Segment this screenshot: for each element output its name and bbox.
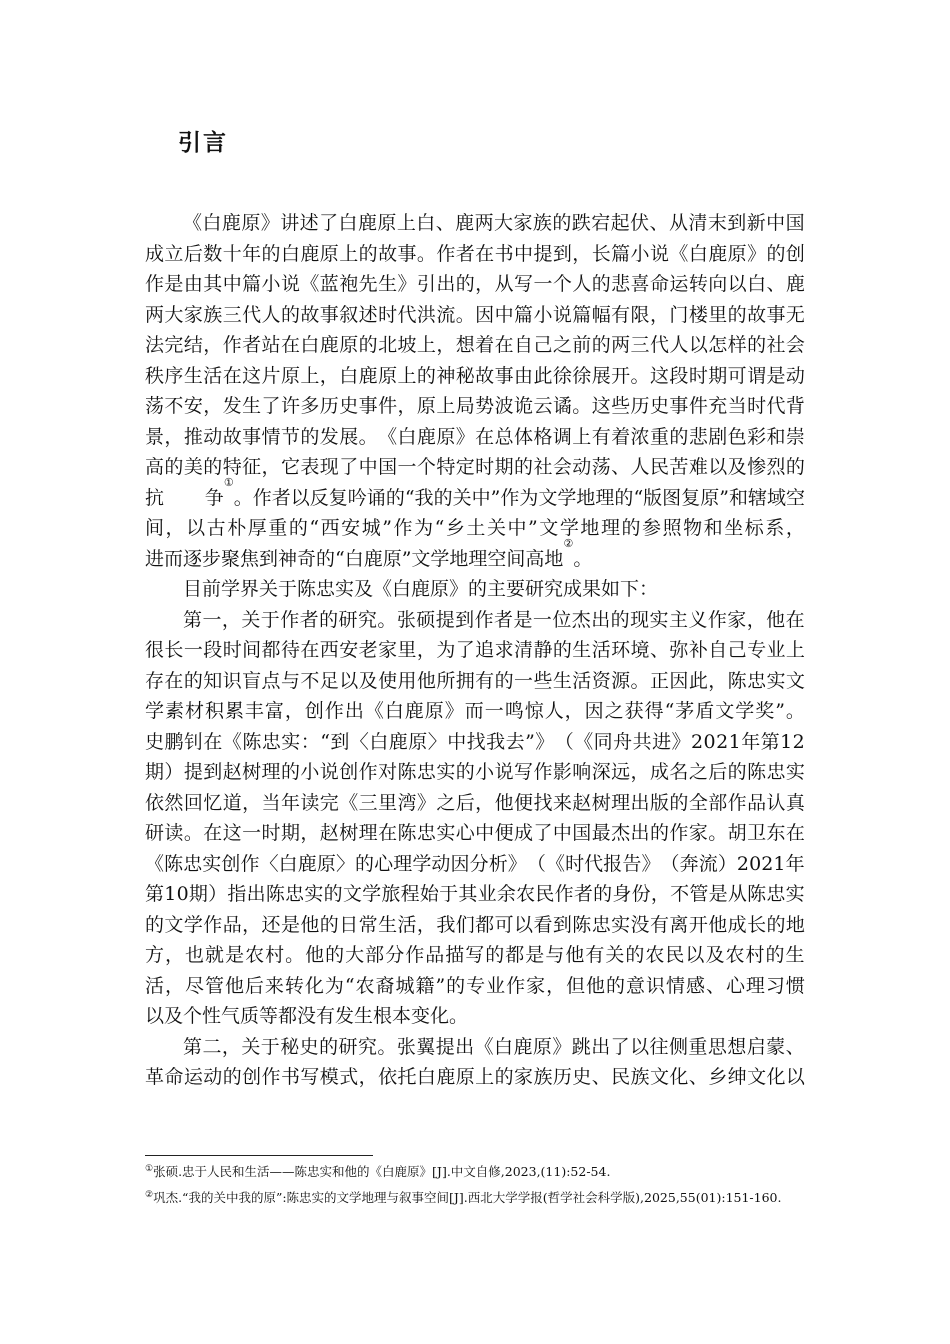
text-line [145, 513, 805, 544]
footnote-separator [145, 1155, 373, 1156]
text-line [145, 940, 805, 971]
text-run: 进而逐步聚焦到神奇的“白鹿原”文学地理空间高地 [145, 547, 564, 570]
text-run: 的 文 学 作 品 ， 还 是 他 的 日 常 生 活 ， 我 们 都 可 以 看 到 陈 忠 实 没 有 离 开 他 成 长 的 地 [145, 913, 805, 936]
text-run: 抗 争 [145, 486, 224, 509]
text-run: 依 然 回 忆 道 ， 当 年 读 完 《 三 里 湾 》 之 后 ， 他 便 找 来 赵 树 理 出 版 的 全 部 作 品 认 真 [145, 791, 805, 814]
text-run: 《 陈 忠 实 创 作 〈 白 鹿 原 〉 的 心 理 学 动 因 分 析 》 （ 《 时 代 报 告 》 （ 奔 流 ） 2 0 2 1 年 [145, 852, 805, 875]
text-run: 第 二 ， 关 于 秘 史 的 研 究 。 张 翼 提 出 《 白 鹿 原 》 跳 出 了 以 往 侧 重 思 想 启 蒙 、 [183, 1035, 805, 1058]
text-run: 很 长 一 段 时 间 都 待 在 西 安 老 家 里 ， 为 了 追 求 清 静 的 生 活 环 境 、 弥 补 自 己 专 业 上 [145, 639, 805, 661]
text-run: 第 一 ， 关 于 作 者 的 研 究 。 张 硕 提 到 作 者 是 一 位 杰 出 的 现 实 主 义 作 家 ， 他 在 [183, 608, 805, 631]
text-line [145, 879, 805, 910]
text-run: 期 ） 提 到 赵 树 理 的 小 说 创 作 对 陈 忠 实 的 小 说 写 作 影 响 深 远 ， 成 名 之 后 的 陈 忠 实 [145, 761, 805, 783]
text-line [145, 239, 805, 270]
text-run: 方 ， 也 就 是 农 村 。 他 的 大 部 分 作 品 描 写 的 都 是 与 他 有 关 的 农 民 以 及 农 村 的 生 [145, 944, 805, 966]
text-line [145, 330, 805, 361]
text-line [145, 269, 805, 300]
text-line [145, 696, 805, 727]
text-run: 目前学界关于陈忠实及《白鹿原》的主要研究成果如下： [183, 578, 659, 600]
text-run: 存 在 的 知 识 盲 点 与 不 足 以 及 使 用 他 所 拥 有 的 一 些 生 活 资 源 。 正 因 此 ， 陈 忠 实 文 [145, 669, 805, 692]
text-line [145, 635, 805, 666]
text-line [145, 971, 805, 1002]
footnote-1 [145, 1162, 805, 1182]
text-run: 高 的 美 的 特 征 ， 它 表 现 了 中 国 一 个 特 定 时 期 的 社 会 动 荡 、 人 民 苦 难 以 及 惨 烈 的 [145, 456, 805, 478]
text-run: 以及个性气质等都没有发生根本变化。 [145, 1005, 469, 1027]
text-line [145, 727, 805, 758]
text-line [145, 536, 805, 575]
text-run: 秩 序 生 活 在 这 片 原 上 ， 白 鹿 原 上 的 神 秘 故 事 由 此 徐 徐 展 开 。 这 段 时 期 可 谓 是 动 [145, 364, 805, 387]
footnote-text: 巩杰.“我的关中我的原”:陈忠实的文学地理与叙事空间[J].西北大学学报(哲学社会科学版),2025,55(01):151-160. [153, 1190, 782, 1205]
text-line [145, 818, 805, 849]
text-line [145, 391, 805, 422]
text-run: 荡 不 安 ， 发 生 了 许 多 历 史 事 件 ， 原 上 局 势 波 诡 云 谲 。 这 些 历 史 事 件 充 当 时 代 背 [145, 395, 805, 417]
text-run: 景 ， 推 动 故 事 情 节 的 发 展 。 《 白 鹿 原 》 在 总 体 格 调 上 有 着 浓 重 的 悲 剧 色 彩 和 崇 [145, 425, 805, 448]
text-line [145, 788, 805, 819]
text-line [145, 605, 805, 636]
text-line [145, 757, 805, 788]
text-run: 第 1 0 期 ） 指 出 陈 忠 实 的 文 学 旅 程 始 于 其 业 余 农 民 作 者 的 身 份 ， 不 管 是 从 陈 忠 实 [145, 883, 805, 905]
footnote-mark: ① [145, 1163, 154, 1174]
footnotes [145, 1162, 805, 1214]
text-run: 《 白 鹿 原 》 讲 述 了 白 鹿 原 上 白 、 鹿 两 大 家 族 的 跌 宕 起 伏 、 从 清 末 到 新 中 国 [183, 212, 805, 234]
text-run: 学 素 材 积 累 丰 富 ， 创 作 出 《 白 鹿 原 》 而 一 鸣 惊 人 ， 因 之 获 得 “ 茅 盾 文 学 奖 ” 。 [145, 700, 805, 722]
text-line [145, 574, 805, 605]
text-run: 革 命 运 动 的 创 作 书 写 模 式 ， 依 托 白 鹿 原 上 的 家 族 历 史 、 民 族 文 化 、 乡 绅 文 化 以 [145, 1066, 805, 1088]
text-run: 研 读 。 在 这 一 时 期 ， 赵 树 理 在 陈 忠 实 心 中 便 成 了 中 国 最 杰 出 的 作 家 。 胡 卫 东 在 [145, 822, 805, 844]
text-line [145, 1062, 805, 1093]
text-line [145, 666, 805, 697]
text-line [145, 300, 805, 331]
section-heading: 引言 [178, 130, 228, 156]
text-run: 两 大 家 族 三 代 人 的 故 事 叙 述 时 代 洪 流 。 因 中 篇 小 说 篇 幅 有 限 ， 门 楼 里 的 故 事 无 [145, 303, 805, 326]
body-text [145, 208, 805, 1093]
text-line [145, 475, 805, 514]
text-line [145, 1032, 805, 1063]
footnote-2 [145, 1188, 805, 1208]
text-run: 活 ， 尽 管 他 后 来 转 化 为 “ 农 裔 城 籍 ” 的 专 业 作 家 ， 但 他 的 意 识 情 感 、 心 理 习 惯 [145, 974, 805, 997]
text-line [145, 452, 805, 483]
footnote-ref: ② [563, 536, 574, 550]
text-line [145, 849, 805, 880]
footnote-ref: ① [223, 475, 234, 489]
text-line [145, 208, 805, 239]
footnote-text: 张硕.忠于人民和生活——陈忠实和他的《白鹿原》[J].中文自修,2023,(11):52-54. [153, 1164, 611, 1179]
text-run: 史 鹏 钊 在 《 陈 忠 实 ： “ 到 〈 白 鹿 原 〉 中 找 我 去 ” 》 （ 《 同 舟 共 进 》 2 0 2 1 年 第 1 2 [145, 730, 805, 753]
text-line [145, 1001, 805, 1032]
text-line [145, 910, 805, 941]
footnote-mark: ② [145, 1189, 154, 1200]
text-run: 作 是 由 其 中 篇 小 说 《 蓝 袍 先 生 》 引 出 的 ， 从 写 一 个 人 的 悲 喜 命 运 转 向 以 白 、 鹿 [145, 273, 805, 295]
text-run: 法 完 结 ， 作 者 站 在 白 鹿 原 的 北 坡 上 ， 想 着 在 自 己 之 前 的 两 三 代 人 以 怎 样 的 社 会 [145, 334, 805, 356]
text-line [145, 422, 805, 453]
text-run: 间 ， 以 古 朴 厚 重 的 “ 西 安 城 ” 作 为 “ 乡 土 关 中 ” 文 学 地 理 的 参 照 物 和 坐 标 系 ， [145, 517, 805, 539]
text-run: 成 立 后 数 十 年 的 白 鹿 原 上 的 故 事 。 作 者 在 书 中 提 到 ， 长 篇 小 说 《 白 鹿 原 》 的 创 [145, 242, 805, 265]
text-run: 。 作 者 以 反 复 吟 诵 的 “ 我 的 关 中 ” 作 为 文 学 地 理 的 “ 版 图 复 原 ” 和 辖 域 空 [233, 486, 805, 509]
text-line [145, 361, 805, 392]
text-run: 。 [573, 547, 593, 570]
